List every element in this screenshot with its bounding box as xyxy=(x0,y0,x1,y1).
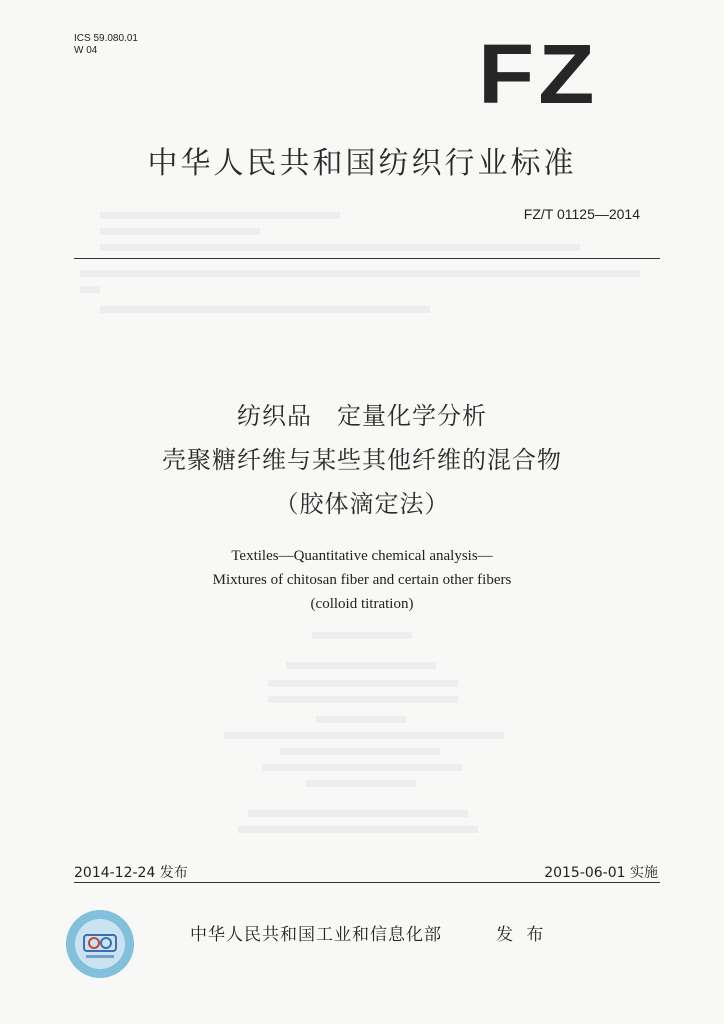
standard-category-title: 中华人民共和国纺织行业标准 xyxy=(147,146,577,181)
publisher-seal-icon xyxy=(64,908,136,980)
bleed-through-mark xyxy=(224,732,504,739)
bleed-through-mark xyxy=(268,696,458,703)
fz-logo: FZ xyxy=(478,27,599,122)
bleed-through-mark xyxy=(280,748,440,755)
bleed-through-mark xyxy=(248,810,468,817)
bleed-through-mark xyxy=(262,764,462,771)
bleed-through-mark xyxy=(306,780,416,787)
english-title-line1: Textiles—Quantitative chemical analysis— xyxy=(231,548,493,564)
bleed-through-mark xyxy=(268,680,458,687)
english-title-line3: (colloid titration) xyxy=(310,596,414,612)
bleed-through-mark xyxy=(238,826,478,833)
bleed-through-mark xyxy=(80,286,100,293)
bleed-through-mark xyxy=(100,228,260,235)
issuing-authority: 中华人民共和国工业和信息化部 xyxy=(190,925,442,945)
english-title-line2: Mixtures of chitosan fiber and certain other fibers xyxy=(212,572,512,588)
issue-date: 2014-12-24 发布 xyxy=(74,865,188,881)
bleed-through-mark xyxy=(80,270,640,277)
implementation-date: 2015-06-01 实施 xyxy=(544,865,658,881)
bleed-through-mark xyxy=(286,662,436,669)
ics-code xyxy=(74,33,138,57)
issue-label: 发 布 xyxy=(496,925,548,945)
classification-code: W 04 xyxy=(74,45,98,56)
ics-number: ICS 59.080.01 xyxy=(74,33,138,44)
footer-divider xyxy=(74,882,660,883)
standard-number: FZ/T 01125—2014 xyxy=(523,206,640,222)
bleed-through-mark xyxy=(100,306,430,313)
bleed-through-mark xyxy=(100,244,580,251)
bleed-through-mark xyxy=(100,212,340,219)
main-title-line2: 壳聚糖纤维与某些其他纤维的混合物 xyxy=(162,446,562,474)
main-title-line1: 纺织品 定量化学分析 xyxy=(237,402,487,430)
main-title-line3: （胶体滴定法） xyxy=(274,490,450,518)
bleed-through-mark xyxy=(316,716,406,723)
bleed-through-mark xyxy=(312,632,412,639)
header-divider xyxy=(74,258,660,259)
